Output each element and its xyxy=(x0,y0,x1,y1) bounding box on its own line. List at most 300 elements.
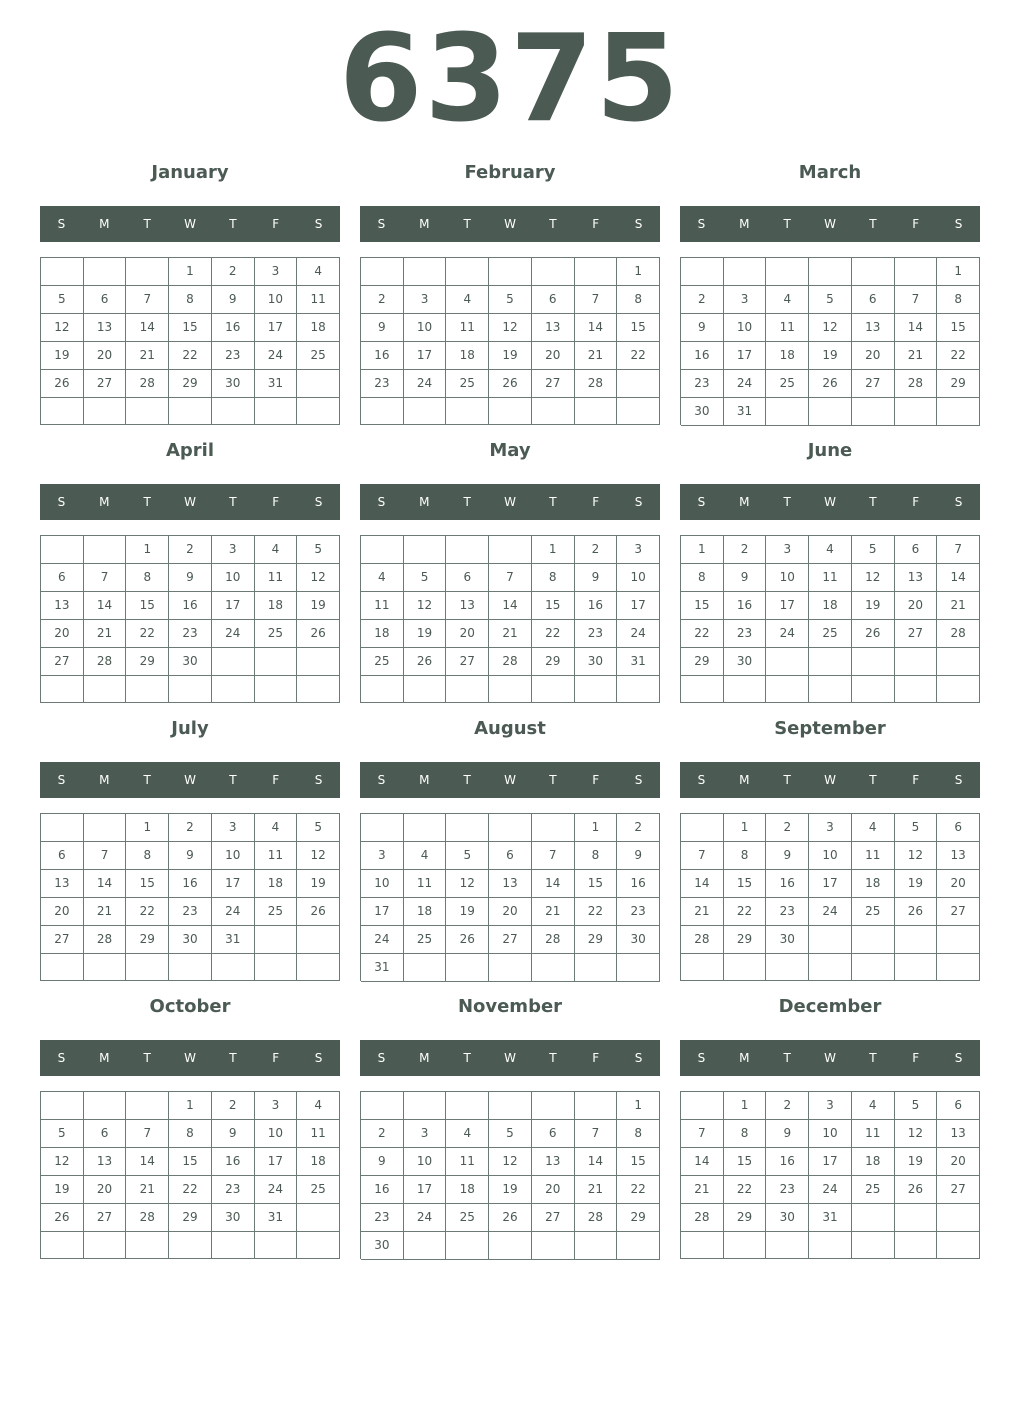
day-cell: 22 xyxy=(532,620,575,648)
day-cell xyxy=(361,536,404,564)
day-cell: 17 xyxy=(404,1176,447,1204)
day-cell xyxy=(852,258,895,286)
day-cell: 20 xyxy=(852,342,895,370)
weekday-label: S xyxy=(634,495,643,509)
day-cell xyxy=(404,258,447,286)
day-cell: 7 xyxy=(126,286,169,314)
day-cell xyxy=(532,676,575,703)
day-cell: 3 xyxy=(809,1092,852,1120)
weekday-label: S xyxy=(697,495,706,509)
day-cell: 6 xyxy=(446,564,489,592)
day-cell xyxy=(809,926,852,954)
day-cell xyxy=(489,1232,532,1260)
day-cell: 26 xyxy=(41,1204,84,1232)
weekday-label: M xyxy=(99,1051,110,1065)
day-cell: 26 xyxy=(489,370,532,398)
day-cell xyxy=(895,398,938,426)
day-cell xyxy=(169,954,212,981)
day-cell xyxy=(766,648,809,676)
day-cell xyxy=(532,814,575,842)
day-grid xyxy=(360,257,660,425)
day-cell: 20 xyxy=(41,898,84,926)
day-cell xyxy=(617,398,660,425)
weekday-label: W xyxy=(504,773,516,787)
day-cell: 1 xyxy=(169,1092,212,1120)
day-cell xyxy=(937,926,980,954)
day-cell xyxy=(681,1232,724,1259)
day-grid xyxy=(40,257,340,425)
day-cell: 22 xyxy=(937,342,980,370)
day-cell: 17 xyxy=(255,314,298,342)
day-cell: 8 xyxy=(532,564,575,592)
day-cell: 16 xyxy=(361,1176,404,1204)
month-name: August xyxy=(474,718,546,739)
weekday-label: T xyxy=(229,217,237,231)
day-cell: 3 xyxy=(809,814,852,842)
day-cell xyxy=(446,536,489,564)
day-cell xyxy=(84,954,127,981)
day-cell: 4 xyxy=(255,814,298,842)
day-cell: 15 xyxy=(617,314,660,342)
day-cell: 15 xyxy=(532,592,575,620)
day-cell xyxy=(212,954,255,981)
day-cell: 18 xyxy=(404,898,447,926)
month-name: December xyxy=(778,996,882,1017)
day-cell: 12 xyxy=(852,564,895,592)
day-cell: 26 xyxy=(895,898,938,926)
day-cell: 28 xyxy=(895,370,938,398)
day-cell: 30 xyxy=(361,1232,404,1260)
day-cell: 7 xyxy=(575,286,618,314)
day-grid xyxy=(680,1091,980,1259)
day-cell: 7 xyxy=(575,1120,618,1148)
day-cell: 5 xyxy=(404,564,447,592)
day-cell xyxy=(297,1232,340,1259)
weekday-label: W xyxy=(504,217,516,231)
day-cell: 17 xyxy=(809,870,852,898)
day-cell xyxy=(212,676,255,703)
day-cell: 13 xyxy=(41,592,84,620)
day-cell: 23 xyxy=(766,1176,809,1204)
day-cell: 1 xyxy=(724,814,767,842)
day-cell: 14 xyxy=(575,1148,618,1176)
day-cell xyxy=(724,676,767,703)
weekday-label: F xyxy=(272,1051,280,1065)
day-cell xyxy=(724,954,767,981)
weekday-label: S xyxy=(697,773,706,787)
weekday-label: T xyxy=(463,1051,471,1065)
day-cell: 24 xyxy=(404,1204,447,1232)
weekday-label: F xyxy=(272,773,280,787)
day-cell xyxy=(895,1232,938,1259)
day-cell: 9 xyxy=(361,314,404,342)
day-cell xyxy=(126,1092,169,1120)
day-cell xyxy=(41,258,84,286)
day-cell xyxy=(766,258,809,286)
day-cell: 22 xyxy=(169,342,212,370)
day-cell xyxy=(489,536,532,564)
day-cell: 1 xyxy=(724,1092,767,1120)
day-cell xyxy=(297,648,340,676)
day-cell: 20 xyxy=(895,592,938,620)
day-cell: 5 xyxy=(852,536,895,564)
month-name: March xyxy=(798,162,862,183)
day-cell: 2 xyxy=(766,1092,809,1120)
day-cell: 12 xyxy=(404,592,447,620)
weekday-label: T xyxy=(229,773,237,787)
day-cell: 4 xyxy=(852,814,895,842)
day-cell: 23 xyxy=(169,898,212,926)
day-cell: 27 xyxy=(852,370,895,398)
day-cell xyxy=(681,814,724,842)
weekday-label: F xyxy=(912,217,920,231)
day-cell xyxy=(84,676,127,703)
day-cell: 22 xyxy=(681,620,724,648)
day-cell: 8 xyxy=(169,1120,212,1148)
day-cell xyxy=(575,676,618,703)
day-cell: 30 xyxy=(212,1204,255,1232)
day-cell: 16 xyxy=(617,870,660,898)
day-cell: 10 xyxy=(724,314,767,342)
day-cell: 24 xyxy=(404,370,447,398)
day-cell xyxy=(937,648,980,676)
day-cell: 20 xyxy=(532,342,575,370)
day-cell: 26 xyxy=(297,898,340,926)
day-cell: 31 xyxy=(361,954,404,982)
day-cell: 20 xyxy=(446,620,489,648)
day-cell: 16 xyxy=(212,1148,255,1176)
day-cell: 21 xyxy=(84,898,127,926)
day-cell xyxy=(169,398,212,425)
day-cell: 18 xyxy=(297,314,340,342)
day-cell xyxy=(766,1232,809,1259)
day-cell xyxy=(361,814,404,842)
weekday-label: M xyxy=(739,1051,750,1065)
day-cell: 24 xyxy=(724,370,767,398)
day-cell: 24 xyxy=(809,1176,852,1204)
weekday-label: F xyxy=(592,495,600,509)
day-cell: 23 xyxy=(575,620,618,648)
day-cell: 25 xyxy=(404,926,447,954)
day-cell: 7 xyxy=(489,564,532,592)
day-cell: 15 xyxy=(724,1148,767,1176)
day-cell: 10 xyxy=(255,1120,298,1148)
month-name: October xyxy=(149,996,231,1017)
day-cell: 30 xyxy=(575,648,618,676)
day-cell: 5 xyxy=(297,814,340,842)
weekday-label: T xyxy=(143,495,151,509)
day-cell: 29 xyxy=(617,1204,660,1232)
day-cell: 23 xyxy=(724,620,767,648)
day-cell: 19 xyxy=(809,342,852,370)
day-cell xyxy=(766,954,809,981)
day-cell: 9 xyxy=(724,564,767,592)
weekday-label: S xyxy=(314,773,323,787)
day-cell: 10 xyxy=(404,314,447,342)
day-cell xyxy=(361,1092,404,1120)
day-cell: 30 xyxy=(766,926,809,954)
day-cell: 12 xyxy=(41,314,84,342)
day-cell: 17 xyxy=(361,898,404,926)
weekday-label: S xyxy=(57,217,66,231)
day-cell: 15 xyxy=(575,870,618,898)
day-cell: 29 xyxy=(724,1204,767,1232)
day-cell: 2 xyxy=(169,814,212,842)
day-cell: 16 xyxy=(575,592,618,620)
day-cell: 4 xyxy=(809,536,852,564)
day-cell: 13 xyxy=(532,1148,575,1176)
day-cell: 27 xyxy=(489,926,532,954)
month-name: April xyxy=(165,440,215,461)
day-cell xyxy=(895,926,938,954)
day-cell: 26 xyxy=(404,648,447,676)
day-cell xyxy=(169,676,212,703)
day-cell xyxy=(404,1092,447,1120)
day-cell: 28 xyxy=(575,1204,618,1232)
day-cell xyxy=(361,398,404,425)
day-cell: 5 xyxy=(895,1092,938,1120)
weekday-header xyxy=(680,762,980,798)
day-cell: 11 xyxy=(766,314,809,342)
weekday-label: S xyxy=(377,495,386,509)
day-cell: 26 xyxy=(852,620,895,648)
day-cell: 7 xyxy=(532,842,575,870)
day-grid xyxy=(40,1091,340,1259)
day-cell: 18 xyxy=(446,1176,489,1204)
day-cell: 27 xyxy=(84,370,127,398)
weekday-label: T xyxy=(549,773,557,787)
day-cell: 22 xyxy=(126,898,169,926)
day-cell: 6 xyxy=(852,286,895,314)
day-cell xyxy=(532,954,575,982)
day-cell: 27 xyxy=(41,648,84,676)
day-cell: 1 xyxy=(532,536,575,564)
month-name: November xyxy=(457,996,563,1017)
day-cell: 28 xyxy=(84,926,127,954)
day-cell: 3 xyxy=(255,1092,298,1120)
day-cell xyxy=(255,676,298,703)
day-cell xyxy=(575,1232,618,1260)
day-cell: 28 xyxy=(126,1204,169,1232)
day-cell: 26 xyxy=(809,370,852,398)
day-cell: 10 xyxy=(212,564,255,592)
day-cell: 5 xyxy=(895,814,938,842)
day-cell: 10 xyxy=(404,1148,447,1176)
day-cell xyxy=(809,954,852,981)
weekday-label: S xyxy=(697,1051,706,1065)
day-cell xyxy=(297,926,340,954)
day-cell: 16 xyxy=(169,592,212,620)
day-cell: 29 xyxy=(575,926,618,954)
day-cell: 2 xyxy=(766,814,809,842)
day-cell: 8 xyxy=(724,1120,767,1148)
day-cell xyxy=(681,676,724,703)
day-cell: 1 xyxy=(617,1092,660,1120)
day-cell: 15 xyxy=(169,314,212,342)
weekday-label: S xyxy=(377,217,386,231)
weekday-label: S xyxy=(57,1051,66,1065)
weekday-header xyxy=(360,1040,660,1076)
day-cell: 13 xyxy=(937,842,980,870)
day-cell: 11 xyxy=(446,314,489,342)
day-cell: 11 xyxy=(809,564,852,592)
day-cell: 18 xyxy=(852,1148,895,1176)
day-cell: 10 xyxy=(809,842,852,870)
day-cell: 14 xyxy=(895,314,938,342)
day-cell: 16 xyxy=(724,592,767,620)
weekday-label: W xyxy=(824,773,836,787)
weekday-header xyxy=(40,206,340,242)
day-cell: 6 xyxy=(532,1120,575,1148)
day-cell: 23 xyxy=(169,620,212,648)
day-cell xyxy=(617,954,660,982)
day-cell: 24 xyxy=(809,898,852,926)
day-cell: 31 xyxy=(724,398,767,426)
day-cell: 6 xyxy=(937,1092,980,1120)
weekday-label: W xyxy=(504,495,516,509)
day-cell: 6 xyxy=(937,814,980,842)
day-cell: 12 xyxy=(895,842,938,870)
day-cell: 6 xyxy=(532,286,575,314)
day-grid xyxy=(680,535,980,703)
day-cell: 28 xyxy=(532,926,575,954)
day-cell xyxy=(895,1204,938,1232)
weekday-label: T xyxy=(463,217,471,231)
day-cell xyxy=(937,398,980,426)
day-cell: 10 xyxy=(766,564,809,592)
day-cell: 2 xyxy=(212,1092,255,1120)
day-cell: 12 xyxy=(297,842,340,870)
day-cell: 16 xyxy=(766,870,809,898)
day-cell: 4 xyxy=(297,1092,340,1120)
day-cell xyxy=(809,648,852,676)
day-cell: 13 xyxy=(446,592,489,620)
day-cell: 3 xyxy=(617,536,660,564)
weekday-label: T xyxy=(463,495,471,509)
day-cell: 7 xyxy=(84,842,127,870)
day-cell xyxy=(404,536,447,564)
day-cell: 23 xyxy=(212,342,255,370)
day-cell: 15 xyxy=(681,592,724,620)
day-cell: 11 xyxy=(297,1120,340,1148)
day-cell: 13 xyxy=(852,314,895,342)
day-cell: 24 xyxy=(766,620,809,648)
day-cell: 2 xyxy=(361,286,404,314)
day-cell: 4 xyxy=(852,1092,895,1120)
day-cell xyxy=(255,398,298,425)
month-name: July xyxy=(171,718,209,739)
day-cell: 20 xyxy=(41,620,84,648)
day-cell: 25 xyxy=(852,898,895,926)
day-cell xyxy=(41,1092,84,1120)
day-cell xyxy=(852,926,895,954)
day-cell: 11 xyxy=(255,842,298,870)
day-cell: 15 xyxy=(724,870,767,898)
day-cell xyxy=(852,1232,895,1259)
month-name: June xyxy=(807,440,853,461)
day-cell: 14 xyxy=(937,564,980,592)
day-cell: 25 xyxy=(361,648,404,676)
day-cell: 13 xyxy=(489,870,532,898)
day-cell xyxy=(895,258,938,286)
day-cell: 11 xyxy=(852,842,895,870)
day-cell xyxy=(84,1092,127,1120)
day-grid xyxy=(360,535,660,703)
day-cell xyxy=(532,1232,575,1260)
day-cell xyxy=(41,398,84,425)
day-cell: 13 xyxy=(532,314,575,342)
day-cell xyxy=(41,814,84,842)
day-cell xyxy=(212,1232,255,1259)
day-cell: 25 xyxy=(297,1176,340,1204)
day-cell: 28 xyxy=(575,370,618,398)
month-name: February xyxy=(464,162,556,183)
day-cell: 25 xyxy=(446,1204,489,1232)
day-cell: 28 xyxy=(126,370,169,398)
day-cell: 19 xyxy=(41,1176,84,1204)
weekday-label: T xyxy=(783,1051,791,1065)
day-cell: 19 xyxy=(489,1176,532,1204)
day-cell xyxy=(126,258,169,286)
day-cell xyxy=(297,398,340,425)
day-cell: 9 xyxy=(169,564,212,592)
weekday-label: T xyxy=(143,773,151,787)
day-cell: 21 xyxy=(681,1176,724,1204)
day-cell: 7 xyxy=(681,1120,724,1148)
day-cell: 24 xyxy=(361,926,404,954)
weekday-label: M xyxy=(419,773,430,787)
day-cell xyxy=(297,676,340,703)
weekday-label: T xyxy=(549,217,557,231)
day-cell: 10 xyxy=(255,286,298,314)
day-cell: 8 xyxy=(169,286,212,314)
day-cell xyxy=(446,814,489,842)
day-cell: 15 xyxy=(937,314,980,342)
day-cell: 7 xyxy=(126,1120,169,1148)
day-cell: 11 xyxy=(404,870,447,898)
day-cell: 28 xyxy=(489,648,532,676)
day-cell xyxy=(126,954,169,981)
day-cell: 20 xyxy=(937,1148,980,1176)
day-cell: 9 xyxy=(212,1120,255,1148)
day-cell: 7 xyxy=(84,564,127,592)
day-cell: 19 xyxy=(446,898,489,926)
day-cell xyxy=(575,398,618,425)
day-cell xyxy=(446,1092,489,1120)
day-cell: 13 xyxy=(84,1148,127,1176)
day-cell: 29 xyxy=(126,648,169,676)
day-cell: 21 xyxy=(895,342,938,370)
weekday-header xyxy=(360,206,660,242)
weekday-header xyxy=(40,1040,340,1076)
day-cell: 5 xyxy=(297,536,340,564)
day-cell: 15 xyxy=(169,1148,212,1176)
day-cell: 26 xyxy=(489,1204,532,1232)
weekday-label: S xyxy=(634,217,643,231)
day-cell: 30 xyxy=(681,398,724,426)
day-cell: 3 xyxy=(361,842,404,870)
day-cell: 7 xyxy=(937,536,980,564)
day-cell xyxy=(404,676,447,703)
day-cell: 24 xyxy=(255,342,298,370)
day-cell: 12 xyxy=(446,870,489,898)
day-cell: 10 xyxy=(361,870,404,898)
weekday-label: T xyxy=(869,495,877,509)
weekday-label: W xyxy=(184,495,196,509)
day-cell xyxy=(446,954,489,982)
day-cell: 25 xyxy=(255,620,298,648)
day-cell xyxy=(852,676,895,703)
